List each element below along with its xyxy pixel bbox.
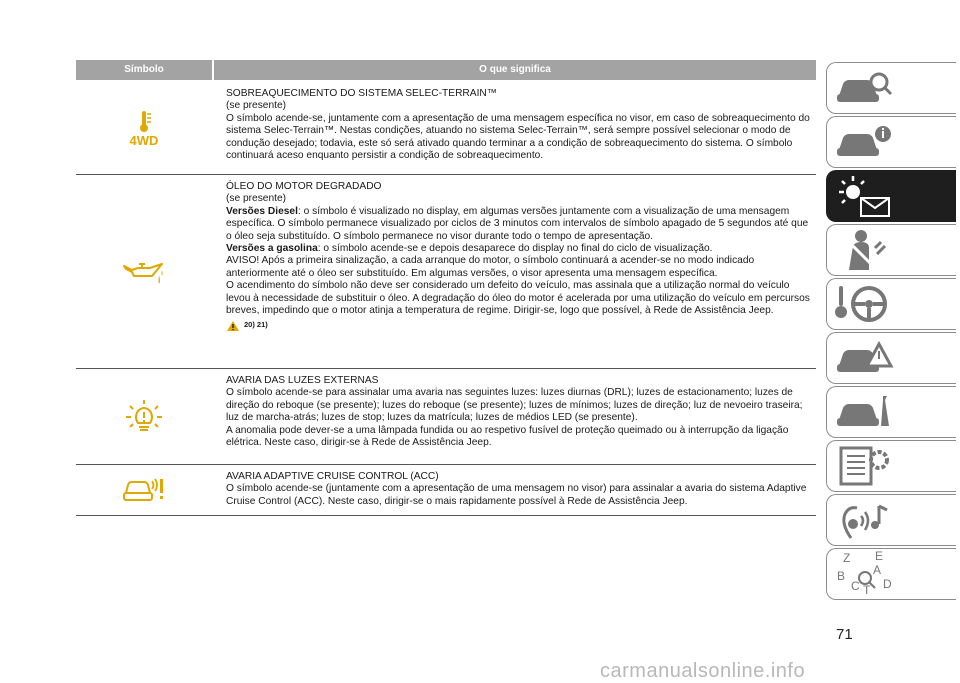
- steering-wheel-key-icon: [835, 282, 895, 326]
- index-letter: T: [863, 583, 871, 597]
- tab-safety[interactable]: [826, 224, 956, 276]
- tab-emergency[interactable]: [826, 332, 956, 384]
- alphabet-index-icon: [835, 550, 905, 598]
- car-emergency-icon: [835, 338, 895, 378]
- watermark: carmanualsonline.info: [600, 660, 806, 682]
- tab-starting-driving[interactable]: [826, 278, 956, 330]
- index-letter: A: [873, 563, 882, 577]
- index-letter: B: [837, 569, 846, 583]
- table-row-engine-oil: [76, 175, 816, 369]
- diesel-paragraph: [226, 206, 816, 243]
- multimedia-icon: [835, 498, 895, 542]
- svg-text:i: i: [158, 274, 161, 284]
- car-info-icon: [835, 122, 895, 162]
- row-text: [212, 465, 816, 515]
- notice-paragraph: AVISO! Após a primeira sinalização, a cada arranque do motor, o símbolo continuará a acender-se no modo indicado anteriormente até o óleo ser substituído. Em algumas versões, o visor apresenta uma mensagem específica.: [226, 255, 755, 279]
- row-title: ÓLEO DO MOTOR DEGRADADO: [226, 181, 382, 192]
- index-letter: C: [851, 579, 860, 593]
- warning-refs-text: 20) 21): [244, 320, 268, 330]
- 4wd-temperature-icon: [76, 82, 212, 174]
- header-symbol: Símbolo: [76, 60, 212, 80]
- row-subtitle: (se presente): [226, 193, 287, 205]
- tab-warning-lights[interactable]: [826, 170, 956, 222]
- row-line: O símbolo acende-se (juntamente com a apresentação de uma mensagem no visor) para assinalar a avaria do sistema Adaptive Cruise Control (ACC). Neste caso, dirigir-se o mais rapidamente possível à Rede de Assistência Jeep.: [226, 483, 807, 507]
- index-letter: D: [883, 577, 892, 591]
- diesel-text: : o símbolo é visualizado no display, em algumas versões juntamente com a visualização de uma mensagem específica. O símbolo permanece visualizado por ciclos de 3 minutos com intervalos de símbolo apagado de 5 segundos até que o óleo seja substituído. O símbolo permanece no visor durante todo o tempo de apresentação.: [226, 205, 809, 242]
- exterior-light-fault-icon: [76, 369, 212, 464]
- row-line: A anomalia pode dever-se a uma lâmpada fundida ou ao respetivo fusível de proteção queimado ou à interrupção da ligação elétrica. Neste caso, dirigir-se à Rede de Assistência Jeep.: [226, 424, 789, 449]
- page-number: 71: [836, 626, 853, 643]
- table-row-selec-terrain: [76, 82, 816, 175]
- row-line: (se presente): [226, 100, 287, 112]
- tab-specifications[interactable]: [826, 440, 956, 492]
- tab-index[interactable]: [826, 548, 956, 600]
- row-text: [212, 82, 816, 174]
- diesel-label: Versões Diesel: [226, 205, 298, 217]
- row-title: AVARIA DAS LUZES EXTERNAS: [226, 375, 379, 386]
- row-line: O símbolo acende-se para assinalar uma avaria nas seguintes luzes: luzes diurnas (DRL); luzes de estacionamento; luzes de direção do reboque (se presente); luzes do reboque (se presente); luzes de mínimos; luzes de direção; luz de nevoeiro traseira; luz de marcha-atrás; luzes de stop; luzes da matrícula; luzes de médios LED (se presente).: [226, 387, 803, 424]
- warning-references: [226, 319, 816, 331]
- warning-triangle-icon: [226, 320, 240, 332]
- car-search-icon: [835, 68, 895, 108]
- index-letter: Z: [843, 551, 851, 565]
- seatbelt-safety-icon: [835, 228, 895, 272]
- description-paragraph: O acendimento do símbolo não deve ser considerado um defeito do veículo, mas assinala que a utilização normal do veículo levou à necessidade de substituir o óleo. A degradação do óleo do motor é acelerada por uma utilização do veículo em percursos breves, impedindo que o motor atinja a temperatura de regime. Dirigir-se, logo que possível, à Rede de Assistência Jeep.: [226, 280, 810, 317]
- row-text: [212, 369, 816, 464]
- tab-maintenance[interactable]: [826, 386, 956, 438]
- gasoline-label: Versões a gasolina: [226, 243, 318, 255]
- adaptive-cruise-fault-icon: [76, 465, 212, 515]
- oil-can-icon: [76, 175, 212, 368]
- gasoline-text: : o símbolo acende-se e depois desaparece do display no final do ciclo de visualização.: [317, 243, 713, 255]
- tab-multimedia[interactable]: [826, 494, 956, 546]
- tab-car-search[interactable]: [826, 62, 956, 114]
- row-text: [212, 175, 816, 368]
- table-header: [76, 60, 816, 80]
- row-title: SOBREAQUECIMENTO DO SISTEMA SELEC-TERRAIN™: [226, 88, 497, 99]
- car-service-wrench-icon: [835, 392, 895, 432]
- gasoline-paragraph: [226, 243, 816, 255]
- table-row-external-lights: [76, 369, 816, 465]
- spec-sheet-gear-icon: [835, 444, 895, 488]
- row-line: O símbolo acende-se, juntamente com a apresentação de uma mensagem específica no visor, em caso de sobreaquecimento do sistema Selec-Terrain™. Nestas condições, atuando no sistema Selec-Terrain™, será sempre possível selecionar o modo de condução desejado; todavia, este só será ativado quando terminar a a condição de sobreaquecimento do sistema. O símbolo continuará aceso enquanto persistir a condição de sobreaquecimento.: [226, 112, 810, 162]
- row-title: AVARIA ADAPTIVE CRUISE CONTROL (ACC): [226, 471, 439, 482]
- table-row-acc: [76, 465, 816, 516]
- warning-light-message-icon: [835, 174, 895, 218]
- header-meaning: O que significa: [214, 60, 816, 80]
- 4wd-label: 4WD: [129, 133, 159, 147]
- tab-car-info[interactable]: [826, 116, 956, 168]
- index-letter: E: [875, 550, 884, 563]
